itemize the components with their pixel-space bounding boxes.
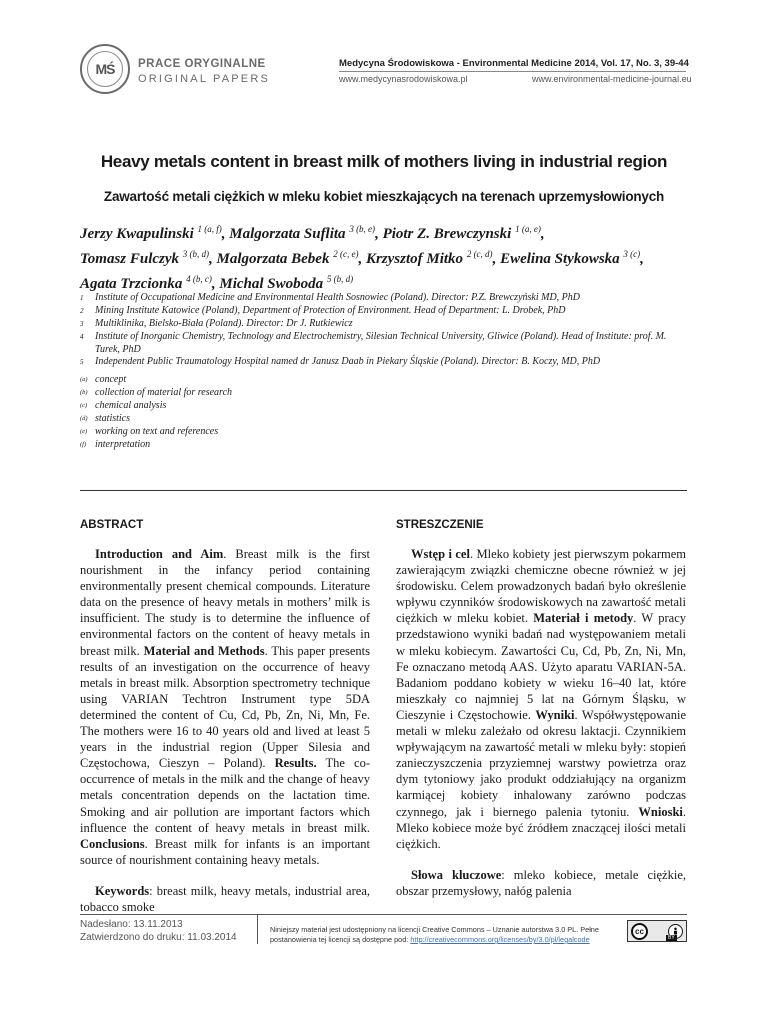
- author-name: Tomasz Fulczyk: [80, 251, 180, 267]
- author-list: [80, 219, 690, 294]
- article-subtitle-pl: Zawartość metali ciężkich w mleku kobiet mieszkających na terenach uprzemysłowionych: [103, 189, 665, 204]
- author-affiliation-mark: 2 (c, d): [466, 249, 493, 259]
- series-label-pl: PRACE ORYGINALNE: [138, 58, 266, 70]
- contribution-role: (c) chemical analysis: [80, 400, 167, 411]
- author-affiliation-mark: 3 (b, e): [349, 224, 376, 234]
- streszczenie-keywords: Słowa kluczowe: mleko kobiece, metale ciężkie, obszar przemysłowy, nałóg palenia: [396, 867, 686, 898]
- journal-url-en[interactable]: www.environmental-medicine-journal.eu: [532, 74, 692, 84]
- author-name: Krzysztof Mitko: [365, 251, 464, 267]
- logo-inner-ring: [87, 51, 123, 87]
- author-affiliation-mark: 2 (c, e): [333, 249, 359, 259]
- contribution-role: (b) collection of material for research: [80, 387, 233, 398]
- affiliation-item: 3 Multiklinika, Bielsko-Biała (Poland). Director: Dr J. Rutkiewicz: [80, 318, 353, 329]
- affiliation-item: 4 Institute of Inorganic Chemistry, Technology and Electrochemistry, Silesian Technical University, Gliwice (Poland). Head of Institute: prof. M. Turek, PhD: [80, 331, 667, 355]
- author-name: Agata Trzcionka: [80, 276, 183, 292]
- section-divider: [80, 490, 687, 491]
- author-affiliation-mark: 4 (b, c): [186, 274, 212, 284]
- abstract-body: Introduction and Aim. Breast milk is the first nourishment in the infancy period containing environmentally present chemical compounds. Literature data on the presence of heavy metals in mothers’ milk is insufficient. The study is to determine the influence of environmental factors on the content of heavy metals in breast milk. Material and Methods. This paper presents results of an investigation on the occurrence of heavy metals in breast milk. Absorption spectrometry technique using VARIAN Techtron Instrument type 5DA determined the content of Cu, Cd, Pb, Zn, Ni, Mn, Fe. The mothers were 16 to 40 years old and lived at least 5 years in the industrial region (Upper Silesia and Częstochowa, Cieszyn – Poland). Results. The co-occurrence of metals in the milk and the change of heavy metals concentration depends on the lactation time. Smoking and air pollution are important factors which influence the content of heavy metals in breast milk. Conclusions. Breast milk for infants is an important source of nourishment containing heavy metals.: [80, 547, 371, 867]
- journal-logo: [80, 44, 130, 94]
- streszczenie-heading: STRESZCZENIE: [396, 519, 484, 531]
- abstract-keywords: Keywords: breast milk, heavy metals, industrial area, tobacco smoke: [80, 883, 370, 914]
- author-name: Malgorzata Bebek: [216, 251, 330, 267]
- journal-citation: Medycyna Środowiskowa - Environmental Medicine 2014, Vol. 17, No. 3, 39-44: [339, 58, 689, 69]
- license-link[interactable]: http://creativecommons.org/licenses/by/3.0/pl/legalcode: [410, 935, 590, 944]
- author-name: Jerzy Kwapulinski: [80, 226, 194, 242]
- series-label-en: ORIGINAL PAPERS: [138, 73, 271, 85]
- cc-icon: cc: [631, 923, 648, 940]
- author-line: Tomasz Fulczyk $^{3 (b, d)}$, Malgorzata Bebek $^{2 (c, e)}$, Krzysztof Mitko $^{2 (c, d)}$, Ewelina Stykowska $^{3 (c)}$,: [80, 249, 644, 267]
- streszczenie-body: Wstęp i cel. Mleko kobiety jest pierwszym pokarmem zawierającym związki chemiczne obecne również w jej środowisku. Celem prowadzonych badań było określenie wpływu czynników środowiskowych na zawartość metali ciężkich w mleku kobiet. Materiał i metody. W pracy przedstawiono wyniki badań nad występowaniem metali w mleku kobiecym. Zawartości Cu, Cd, Pb, Zn, Ni, Mn, Fe oznaczano metodą AAS. Użyto aparatu VARIAN-5A. Badaniom poddano kobiety w wieku 16–40 lat, które mieszkały co najmniej 5 lat na Górnym Śląsku, w Cieszynie i Częstochowie. Wyniki. Współwystępowanie metali w mleku zależało od okresu laktacji. Czynnikiem wpływającym na zawartość metali w mleku były: stopień zanieczyszczenia przyziemnej warstwy powietrza oraz dym tytoniowy jako produkt oddziałujący na organizm karmiącej kobiety inhalowany zarówno podczas czynnego, jak i biernego palenia tytoniu. Wnioski. Mleko kobiece może być źródłem znaczącej ilości metali ciężkich.: [396, 547, 686, 851]
- streszczenie-column: [396, 546, 686, 899]
- author-affiliation-mark: 5 (b, d): [326, 274, 354, 284]
- logo-text: MŚ: [95, 61, 115, 77]
- author-name: Michal Swoboda: [219, 276, 324, 292]
- footer-divider: [80, 914, 687, 915]
- contribution-role: (d) statistics: [80, 413, 131, 424]
- by-label: BY: [668, 935, 675, 941]
- author-name: Ewelina Stykowska: [500, 251, 620, 267]
- abstract-column: [80, 546, 370, 915]
- affiliation-item: 5 Independent Public Traumatology Hospital named dr Janusz Daab in Piekary Śląskie (Poland). Director: B. Koczy, MD, PhD: [80, 356, 601, 367]
- received-date: Nadesłano: 13.11.2013: [80, 919, 183, 930]
- dates-block: [80, 918, 237, 944]
- footer-vertical-divider: [257, 914, 258, 944]
- license-notice: [270, 925, 620, 945]
- article-title: Heavy metals content in breast milk of mothers living in industrial region: [100, 152, 668, 171]
- header-divider: [339, 71, 686, 72]
- journal-url-pl[interactable]: www.medycynasrodowiskowa.pl: [339, 74, 468, 84]
- author-affiliation-mark: 1 (a, e): [515, 224, 541, 234]
- affiliation-item: 1 Institute of Occupational Medicine and Environmental Health Sosnowiec (Poland). Director: P.Z. Brewczyński MD, PhD: [80, 292, 581, 303]
- accepted-date: Zatwierdzono do druku: 11.03.2014: [80, 932, 237, 943]
- author-affiliation-mark: 3 (c): [623, 249, 641, 259]
- affiliation-item: 2 Mining Institute Katowice (Poland), Department of Protection of Environment. Head of Department: L. Drobek, PhD: [80, 305, 566, 316]
- license-text: Niniejszy materiał jest udostępniony na licencji Creative Commons – Uznanie autorstwa 3.0 PL. Pełne postanowienia tej licencji są dostępne pod:: [270, 925, 599, 944]
- abstract-heading: ABSTRACT: [80, 519, 144, 531]
- author-affiliation-mark: 3 (b, d): [182, 249, 210, 259]
- contribution-role: (f) interpretation: [80, 439, 151, 450]
- author-name: Malgorzata Suflita: [229, 226, 346, 242]
- author-line: Agata Trzcionka $^{4 (b, c)}$, Michal Swoboda $^{5 (b, d)}$: [80, 274, 354, 292]
- author-name: Piotr Z. Brewczynski: [382, 226, 512, 242]
- cc-by-badge[interactable]: [627, 920, 687, 942]
- author-line: Jerzy Kwapulinski $^{1 (a, f)}$, Malgorzata Suflita $^{3 (b, e)}$, Piotr Z. Brewczynski $^{1 (a, e)}$,: [80, 224, 545, 242]
- contribution-role: (a) concept: [80, 374, 127, 385]
- contribution-role: (e) working on text and references: [80, 426, 219, 437]
- author-affiliation-mark: 1 (a, f): [197, 224, 222, 234]
